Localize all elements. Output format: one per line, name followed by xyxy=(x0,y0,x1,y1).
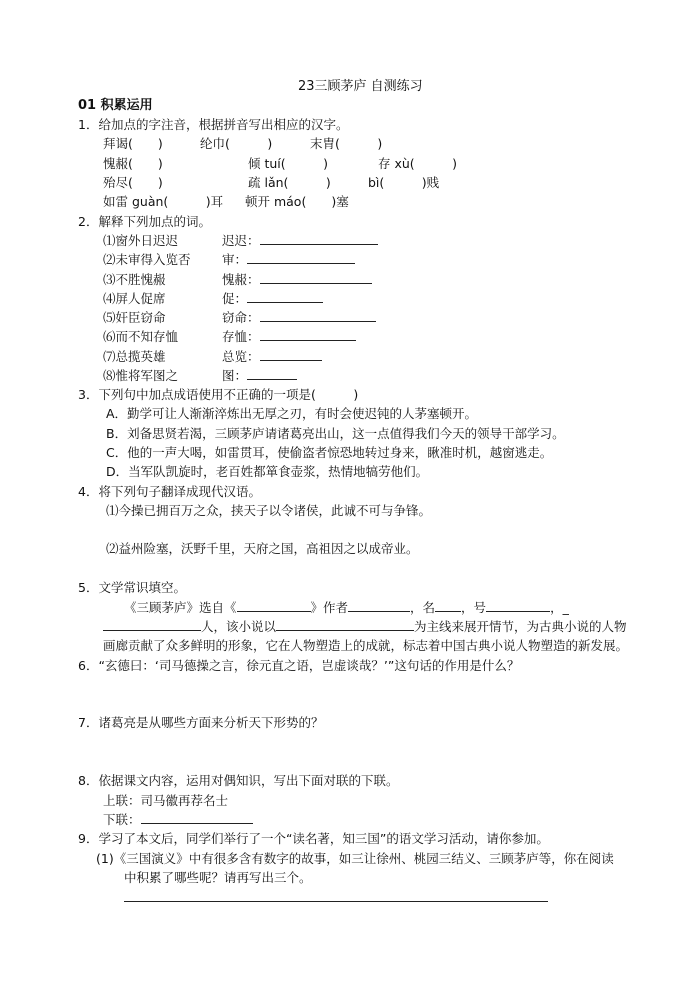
q2-item-text: ⑷屏人促席 xyxy=(103,291,166,306)
q8-stem: 8．依据课文内容，运用对偶知识，写出下面对联的下联。 xyxy=(78,773,399,788)
q4-item: ⑴今操已拥百万之众，挟天子以令诸侯，此诚不可与争锋。 xyxy=(106,503,432,518)
q2-item-text: ⑶不胜愧赧 xyxy=(103,272,166,287)
q1-blank[interactable]: 拜谒( ) xyxy=(103,136,163,151)
q6-stem: 6．“玄德曰：‘司马德操之言，徐元直之语，岂虚谈哉？’”这句话的作用是什么？ xyxy=(78,658,520,673)
q4-item: ⑵益州险塞，沃野千里，天府之国，高祖因之以成帝业。 xyxy=(106,541,419,556)
q5-text: ，_ xyxy=(550,600,569,615)
answer-blank[interactable] xyxy=(237,599,311,612)
answer-blank[interactable] xyxy=(103,618,201,631)
answer-blank[interactable] xyxy=(486,599,550,612)
q9-sub: 中积累了哪些呢？请再写出三个。 xyxy=(124,870,312,885)
q2-item-word: 总览： xyxy=(222,349,260,364)
answer-blank[interactable] xyxy=(247,290,323,303)
answer-blank[interactable] xyxy=(348,599,410,612)
answer-blank[interactable] xyxy=(435,599,461,612)
answer-blank[interactable] xyxy=(260,232,378,245)
q2-item-word: 审： xyxy=(222,252,248,267)
q1-blank[interactable]: 存 xù( ) xyxy=(378,156,458,171)
q8-lower: 下联： xyxy=(103,812,141,827)
q2-item-word: 愧赧： xyxy=(222,272,260,287)
q2-item-word: 迟迟： xyxy=(222,233,260,248)
q3-option[interactable]: D．当军队凯旋时，老百姓都箪食壶浆，热情地犒劳他们。 xyxy=(106,464,429,479)
q1-blank[interactable]: 愧赧( ) xyxy=(103,156,163,171)
q9-stem: 9．学习了本文后，同学们举行了一个“读名著，知三国”的语文学习活动，请你参加。 xyxy=(78,831,549,846)
answer-blank[interactable] xyxy=(247,367,297,380)
answer-blank[interactable] xyxy=(141,811,253,824)
q1-blank[interactable]: 倾 tuí( ) xyxy=(248,156,329,171)
answer-blank[interactable] xyxy=(260,348,322,361)
q1-blank[interactable]: 疏 lǎn( ) xyxy=(248,175,331,190)
q2-item-word: 存恤： xyxy=(222,329,260,344)
q2-item-text: ⑻惟将军图之 xyxy=(103,368,179,383)
q3-option[interactable]: A．勤学可让人渐渐淬炼出无厚之刃，有时会使迟钝的人茅塞顿开。 xyxy=(106,406,478,421)
q2-item-word: 图： xyxy=(222,368,248,383)
q2-item-text: ⑹而不知存恤 xyxy=(103,329,179,344)
q5-text: ，名 xyxy=(410,600,436,615)
q5-text: 画廊贡献了众多鲜明的形象，它在人物塑造上的成就，标志着中国古典小说人物塑造的新发展。 xyxy=(103,638,629,653)
q5-text: ，号 xyxy=(461,600,487,615)
q1-blank[interactable]: 殆尽( ) xyxy=(103,175,163,190)
q2-item-text: ⑸奸臣窃命 xyxy=(103,310,166,325)
q2-item-word: 窃命： xyxy=(222,310,260,325)
q5-stem: 5．文学常识填空。 xyxy=(78,580,186,595)
answer-blank[interactable] xyxy=(260,309,376,322)
q1-blank[interactable]: 顿开 máo( )塞 xyxy=(245,194,349,209)
q2-item-text: ⑺总揽英雄 xyxy=(103,349,166,364)
q5-text: 为主线来展开情节，为古典小说的人物 xyxy=(414,619,627,634)
q5-text: 《三顾茅庐》选自《 xyxy=(124,600,237,615)
q5-text: 》作者 xyxy=(310,600,349,615)
q3-stem: 3．下列句中加点成语使用不正确的一项是( ) xyxy=(78,387,359,402)
page-title: 23三顾茅庐 自测练习 xyxy=(298,79,423,94)
q4-stem: 4．将下列句子翻译成现代汉语。 xyxy=(78,484,261,499)
q2-item-text: ⑴窗外日迟迟 xyxy=(103,233,179,248)
answer-blank[interactable] xyxy=(260,271,372,284)
q7-stem: 7．诸葛亮是从哪些方面来分析天下形势的？ xyxy=(78,715,324,730)
q3-option[interactable]: C．他的一声大喝，如雷贯耳，使偷盗者惊恐地转过身来，瞅准时机，越窗逃走。 xyxy=(106,445,553,460)
q1-stem: 1．给加点的字注音，根据拼音写出相应的汉字。 xyxy=(78,117,349,132)
answer-blank[interactable] xyxy=(260,328,356,341)
q2-item-text: ⑵未审得入览否 xyxy=(103,252,191,267)
q1-blank[interactable]: bì( )贱 xyxy=(368,175,440,190)
q1-blank[interactable]: 末胄( ) xyxy=(310,136,383,151)
q9-sub: (1)《三国演义》中有很多含有数字的故事，如三让徐州、桃园三结义、三顾茅庐等，你在阅读 xyxy=(96,851,614,866)
answer-blank[interactable] xyxy=(276,618,414,631)
q1-blank[interactable]: 纶巾( ) xyxy=(200,136,273,151)
q8-upper: 上联：司马徽再荐名士 xyxy=(103,793,229,808)
answer-line[interactable] xyxy=(124,889,548,902)
q1-blank[interactable]: 如雷 guàn( )耳 xyxy=(103,194,224,209)
q5-text: 人，该小说以 xyxy=(201,619,277,634)
section-heading: 01 积累运用 xyxy=(78,98,153,113)
q2-item-word: 促： xyxy=(222,291,248,306)
answer-blank[interactable] xyxy=(247,251,355,264)
q3-option[interactable]: B．刘备思贤若渴，三顾茅庐请诸葛亮出山，这一点值得我们今天的领导干部学习。 xyxy=(106,426,565,441)
q2-stem: 2．解释下列加点的词。 xyxy=(78,214,211,229)
